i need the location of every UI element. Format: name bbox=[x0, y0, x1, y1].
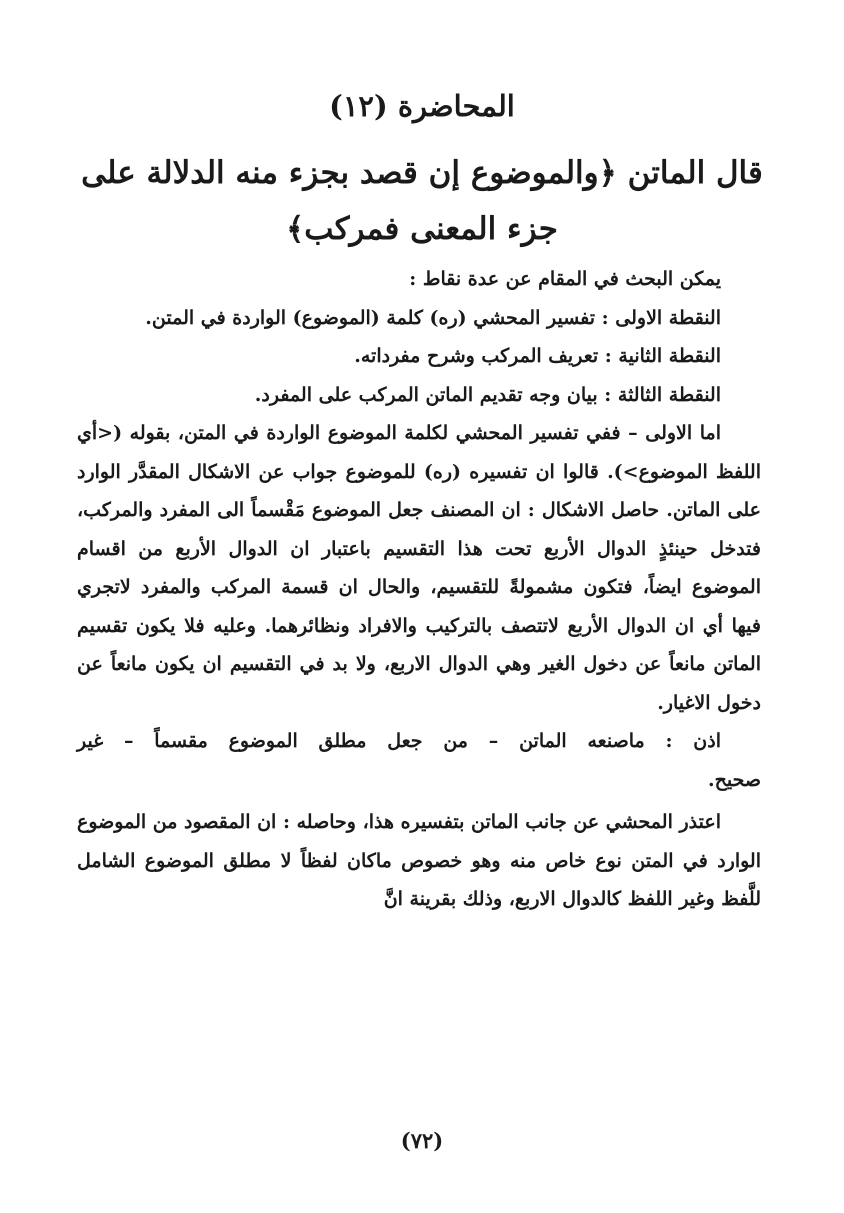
point-1: النقطة الاولى : تفسير المحشي (ره) كلمة (الموضوع) الواردة في المتن. bbox=[145, 306, 721, 329]
matn-quote-line-1: قال الماتن ﴿والموضوع إن قصد بجزء منه الدلالة على bbox=[81, 155, 763, 191]
point-3: النقطة الثالثة : بيان وجه تقديم الماتن المركب على المفرد. bbox=[254, 383, 721, 406]
point-2: النقطة الثانية : تعريف المركب وشرح مفرداته. bbox=[354, 345, 721, 367]
paragraph-first: اما الاولى – ففي تفسير المحشي لكلمة الموضوع الواردة في المتن، بقوله (<أي اللفظ الموضوع>). قالوا ان تفسيره (ره) للموضوع جواب عن الاشكال المقدَّر الوارد على الماتن. حاصل الاشكال : ان المصنف جعل الموضوع مَقْسماً الى المفرد والمركب، فتدخل حينئذٍ الدوال الأربع تحت هذا التقسيم باعتبار ان الدوال الأربع من اقسام الموضوع ايضاً، فتكون مشمولةً للتقسيم، والحال ان قسمة المركب والمفرد لاتجري فيها أي ان الدوال الأربع لاتتصف بالتركيب والافراد ونظائرهما. وعليه فلا يكون تقسيم الماتن مانعاً عن دخول الغير وهي الدوال الاربع، ولا بد في التقسيم ان يكون مانعاً عن دخول الاغيار. bbox=[77, 422, 761, 714]
page-number: (٧٢) bbox=[400, 1128, 444, 1153]
body-text bbox=[77, 260, 761, 919]
intro-lead: يمكن البحث في المقام عن عدة نقاط : bbox=[409, 268, 721, 290]
conclusion-end: صحيح. bbox=[707, 768, 761, 791]
lecture-title: المحاضرة (١٢) bbox=[329, 89, 515, 123]
paragraph-last: اعتذر المحشي عن جانب الماتن بتفسيره هذا، وحاصله : ان المقصود من الموضوع الوارد في المتن نوع خاص منه وهو خصوص ماكان لفظاً لا مطلق الموضوع الشامل للَّفظ وغير اللفظ كالدوال الاربع، وذلك بقرينة انَّ bbox=[77, 811, 761, 910]
conclusion-line: اذن : ماصنعه الماتن – من جعل مطلق الموضوع مقسماً – غير bbox=[77, 730, 721, 752]
matn-quote-line-2: جزء المعنى فمركب﴾ bbox=[286, 211, 558, 247]
